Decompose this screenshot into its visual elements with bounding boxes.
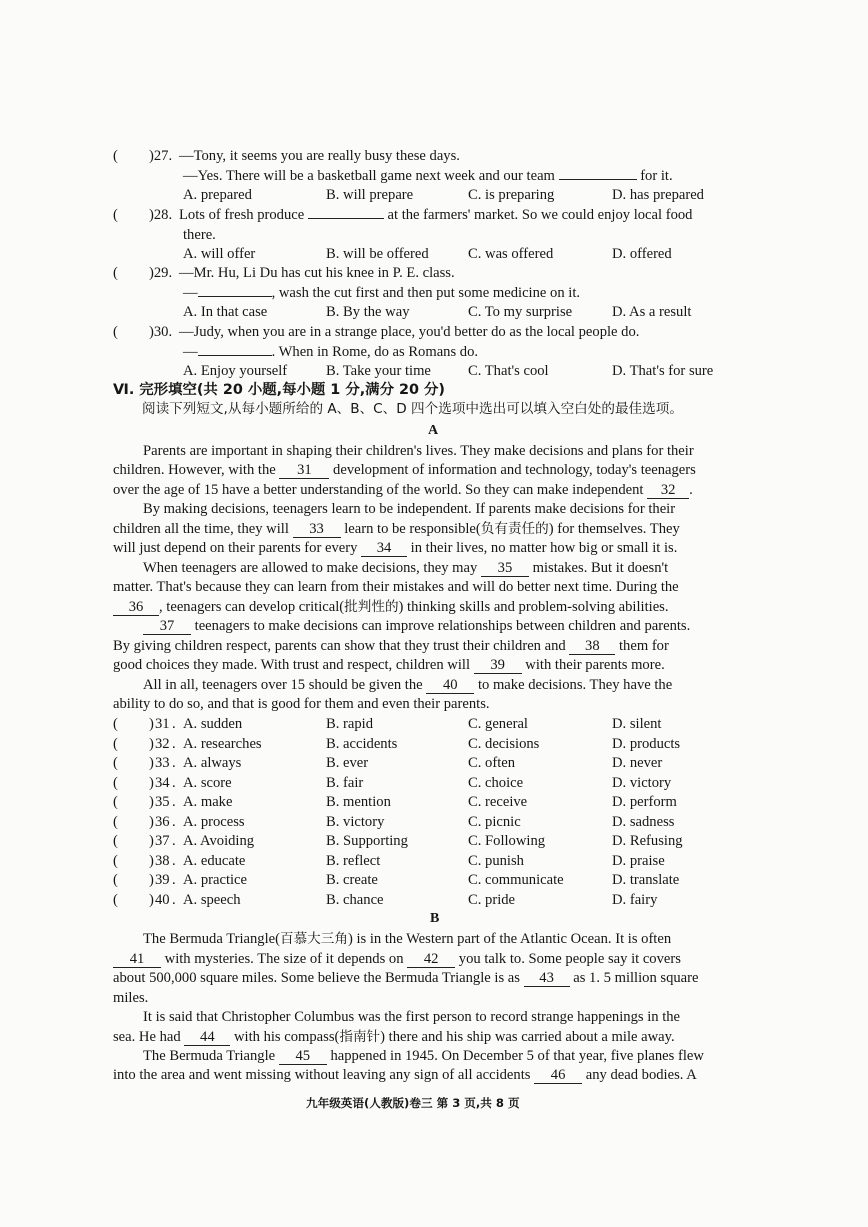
- question-stem: [183, 166, 673, 186]
- option-b: B. reflect: [326, 852, 381, 869]
- blank-31: 31: [279, 463, 329, 479]
- passage-text: It is said that Christopher Columbus was the first person to record strange happenings in the: [143, 1009, 681, 1025]
- passage-text: learn to be responsible(: [340, 521, 481, 537]
- stem-text: for it.: [636, 167, 673, 184]
- stem-text: —Yes. There will be a basketball game next week and our team: [183, 167, 559, 184]
- question-stem: [179, 322, 639, 342]
- answer-bracket: (: [113, 207, 118, 223]
- question-number: )27.: [149, 148, 173, 164]
- passage-text: happened in 1945. On December 5 of that year, five planes flew: [326, 1048, 704, 1064]
- answer-bracket: (: [113, 852, 118, 869]
- passage-text: with their parents more.: [521, 657, 665, 673]
- answer-bracket: ): [149, 755, 154, 771]
- passage-text: over the age of 15 have a better understanding of the world. So they can make independent: [113, 482, 648, 498]
- option-b: B. victory: [326, 813, 385, 830]
- passage-text: sea. He had: [113, 1029, 185, 1045]
- passage-line: [113, 968, 699, 988]
- option-b: B. will prepare: [326, 187, 414, 203]
- option-a: A. will offer: [183, 246, 256, 262]
- stem-text: —Tony, it seems you are really busy these days.: [179, 148, 460, 164]
- number-dot: .: [172, 872, 176, 888]
- stem-text: . When in Rome, do as Romans do.: [271, 343, 479, 360]
- option-a: A. In that case: [183, 304, 268, 320]
- number-dot: .: [172, 716, 176, 732]
- stem-text: there.: [183, 226, 216, 243]
- option-c: C. That's cool: [468, 363, 549, 379]
- blank-45: 45: [279, 1049, 327, 1065]
- chinese-gloss: 指南针: [339, 1029, 381, 1045]
- option-a: A. prepared: [183, 187, 252, 203]
- answer-bracket: (: [113, 265, 118, 281]
- option-c: C. picnic: [468, 813, 521, 830]
- option-b: B. Take your time: [326, 363, 431, 379]
- passage-b-heading: B: [430, 911, 440, 926]
- option-c: C. pride: [468, 891, 516, 908]
- passage-line: [143, 499, 675, 519]
- passage-text: ) for themselves. They: [548, 521, 680, 537]
- passage-text: By giving children respect, parents can show that they trust their children and: [113, 638, 570, 654]
- blank-39: 39: [474, 658, 522, 674]
- chinese-gloss: 批判性的: [344, 599, 399, 615]
- option-c: C. communicate: [468, 872, 564, 888]
- option-a: A. always: [183, 755, 242, 771]
- option-d: D. As a result: [612, 304, 692, 320]
- question-stem: [179, 263, 455, 283]
- option-b: B. By the way: [326, 304, 410, 320]
- blank-37: 37: [143, 619, 191, 635]
- passage-a-heading: A: [428, 423, 439, 438]
- answer-bracket: ): [149, 833, 154, 849]
- answer-blank: [559, 179, 637, 180]
- option-a: A. sudden: [183, 716, 243, 732]
- answer-bracket: ): [149, 794, 154, 810]
- answer-bracket: (: [113, 833, 118, 849]
- option-b: B. will be offered: [326, 246, 429, 262]
- passage-line: [113, 694, 490, 714]
- option-d: D. That's for sure: [612, 363, 714, 379]
- passage-line: [113, 480, 693, 500]
- option-a: A. make: [183, 794, 233, 810]
- passage-text: development of information and technology, today's teenagers: [329, 462, 696, 478]
- option-a: A. score: [183, 774, 232, 791]
- option-d: D. perform: [612, 794, 677, 810]
- option-c: C. general: [468, 716, 528, 732]
- page-footer: 九年级英语(人教版)卷三 第 3 页,共 8 页: [306, 1096, 520, 1110]
- passage-text: .: [689, 482, 693, 498]
- passage-line: [113, 636, 669, 656]
- passage-text: , teenagers can develop critical(: [159, 599, 345, 615]
- question-number: 36: [155, 813, 170, 830]
- passage-text: The Bermuda Triangle: [143, 1048, 279, 1064]
- number-dot: .: [172, 755, 176, 771]
- passage-line: [143, 616, 690, 636]
- passage-text: miles.: [113, 990, 149, 1006]
- stem-text: at the farmers' market. So we could enjoy local food: [383, 207, 693, 223]
- passage-line: [143, 929, 671, 949]
- passage-text: good choices they made. With trust and respect, children will: [113, 657, 474, 673]
- option-d: D. silent: [612, 716, 662, 732]
- answer-bracket: (: [113, 774, 118, 791]
- question-number: )28.: [149, 207, 173, 223]
- passage-line: [113, 538, 677, 558]
- passage-line: [113, 1027, 675, 1047]
- chinese-gloss: 百慕大三角: [280, 931, 348, 947]
- question-number: 33: [155, 755, 170, 771]
- question-number: 34: [155, 774, 170, 791]
- question-number: 31: [155, 716, 170, 732]
- blank-43: 43: [524, 971, 570, 987]
- option-a: A. process: [183, 813, 245, 830]
- option-a: A. practice: [183, 872, 248, 888]
- answer-bracket: (: [113, 716, 118, 732]
- passage-line: [143, 441, 694, 461]
- option-c: C. To my surprise: [468, 304, 573, 320]
- passage-line: [143, 1046, 704, 1066]
- option-d: D. sadness: [612, 813, 675, 830]
- answer-bracket: (: [113, 891, 118, 908]
- section-instruction: 阅读下列短文,从每小题所给的 A、B、C、D 四个选项中选出可以填入空白处的最佳选项。: [142, 401, 683, 417]
- question-number: 40: [155, 891, 170, 908]
- blank-36: 36: [113, 600, 159, 616]
- passage-text: Parents are important in shaping their children's lives. They make decisions and plans for their: [143, 443, 694, 459]
- answer-bracket: ): [149, 716, 154, 732]
- passage-text: with his compass(: [230, 1029, 340, 1045]
- question-stem: [183, 283, 580, 303]
- option-d: D. never: [612, 755, 663, 771]
- answer-bracket: (: [113, 794, 118, 810]
- answer-bracket: (: [113, 324, 118, 340]
- blank-38: 38: [569, 639, 615, 655]
- number-dot: .: [172, 833, 176, 849]
- passage-text: matter. That's because they can learn from their mistakes and will do better next time. During the: [113, 579, 679, 595]
- blank-33: 33: [293, 522, 341, 538]
- passage-line: [113, 597, 669, 617]
- option-a: A. educate: [183, 852, 246, 869]
- passage-text: ) there and his ship was carried about a mile away.: [380, 1029, 675, 1045]
- passage-text: All in all, teenagers over 15 should be given the: [143, 677, 427, 693]
- answer-blank: [308, 218, 384, 219]
- stem-text: , wash the cut first and then put some medicine on it.: [271, 284, 581, 301]
- answer-blank: [198, 296, 272, 297]
- stem-text: —Judy, when you are in a strange place, you'd better do as the local people do.: [179, 324, 640, 340]
- passage-text: you talk to. Some people say it covers: [455, 951, 681, 967]
- passage-text: The Bermuda Triangle(: [143, 931, 280, 947]
- passage-text: will just depend on their parents for every: [113, 540, 362, 556]
- passage-text: teenagers to make decisions can improve relationships between children and parents.: [191, 618, 691, 634]
- stem-text: —: [183, 343, 198, 360]
- blank-40: 40: [426, 678, 474, 694]
- number-dot: .: [172, 891, 176, 908]
- passage-text: into the area and went missing without leaving any sign of all accidents: [113, 1067, 535, 1083]
- passage-line: [113, 988, 148, 1008]
- passage-text: ) thinking skills and problem-solving abilities.: [398, 599, 669, 615]
- passage-text: mistakes. But it doesn't: [528, 560, 669, 576]
- passage-line: [113, 949, 681, 969]
- option-b: B. rapid: [326, 716, 374, 732]
- passage-line: [143, 1007, 680, 1027]
- stem-text: —Mr. Hu, Li Du has cut his knee in P. E. class.: [179, 265, 455, 281]
- answer-bracket: ): [149, 774, 154, 791]
- question-number: 38: [155, 852, 170, 869]
- option-d: D. Refusing: [612, 833, 683, 849]
- question-stem: [183, 342, 478, 362]
- option-a: A. Enjoy yourself: [183, 363, 288, 379]
- answer-bracket: ): [149, 813, 154, 830]
- option-d: D. fairy: [612, 891, 658, 908]
- option-a: A. Avoiding: [183, 833, 255, 849]
- passage-line: [113, 655, 665, 675]
- option-b: B. create: [326, 872, 378, 888]
- answer-bracket: ): [149, 735, 154, 752]
- passage-text: children all the time, they will: [113, 521, 293, 537]
- passage-text: in their lives, no matter how big or small it is.: [407, 540, 678, 556]
- question-number: )29.: [149, 265, 173, 281]
- answer-bracket: ): [149, 852, 154, 869]
- number-dot: .: [172, 735, 176, 752]
- number-dot: .: [172, 774, 176, 791]
- passage-line: [113, 1065, 697, 1085]
- passage-text: them for: [615, 638, 669, 654]
- option-c: C. often: [468, 755, 516, 771]
- blank-42: 42: [407, 952, 455, 968]
- question-number: 35: [155, 794, 170, 810]
- answer-bracket: (: [113, 735, 118, 752]
- option-c: C. receive: [468, 794, 528, 810]
- blank-44: 44: [184, 1030, 230, 1046]
- blank-32: 32: [647, 483, 689, 499]
- option-c: C. Following: [468, 833, 546, 849]
- question-stem: [179, 205, 692, 225]
- option-b: B. Supporting: [326, 833, 408, 849]
- number-dot: .: [172, 794, 176, 810]
- passage-line: [143, 558, 668, 578]
- section-title: Ⅵ. 完形填空(共 20 小题,每小题 1 分,满分 20 分): [113, 382, 445, 398]
- option-d: D. products: [612, 735, 681, 752]
- option-b: B. mention: [326, 794, 391, 810]
- option-b: B. accidents: [326, 735, 398, 752]
- passage-text: ability to do so, and that is good for them and even their parents.: [113, 696, 490, 712]
- option-c: C. punish: [468, 852, 524, 869]
- passage-text: When teenagers are allowed to make decisions, they may: [143, 560, 481, 576]
- blank-41: 41: [113, 952, 161, 968]
- passage-text: about 500,000 square miles. Some believe the Bermuda Triangle is as: [113, 970, 524, 986]
- option-a: A. researches: [183, 735, 262, 752]
- blank-34: 34: [361, 541, 407, 557]
- stem-text: —: [183, 284, 198, 301]
- stem-text: Lots of fresh produce: [179, 207, 308, 223]
- passage-text: as 1. 5 million square: [569, 970, 699, 986]
- passage-text: any dead bodies. A: [582, 1067, 697, 1083]
- option-c: C. decisions: [468, 735, 540, 752]
- answer-bracket: (: [113, 755, 118, 771]
- answer-bracket: (: [113, 872, 118, 888]
- blank-35: 35: [481, 561, 529, 577]
- number-dot: .: [172, 852, 176, 869]
- option-c: C. is preparing: [468, 187, 555, 203]
- option-c: C. choice: [468, 774, 524, 791]
- passage-text: children. However, with the: [113, 462, 280, 478]
- passage-line: [113, 460, 696, 480]
- passage-line: [113, 519, 680, 539]
- option-c: C. was offered: [468, 246, 554, 262]
- passage-text: to make decisions. They have the: [474, 677, 673, 693]
- answer-bracket: ): [149, 891, 154, 908]
- option-d: D. victory: [612, 774, 672, 791]
- option-b: B. chance: [326, 891, 384, 908]
- question-number: 37: [155, 833, 170, 849]
- answer-bracket: (: [113, 148, 118, 164]
- option-d: D. has prepared: [612, 187, 704, 203]
- option-a: A. speech: [183, 891, 241, 908]
- chinese-gloss: 负有责任的: [480, 521, 549, 537]
- passage-text: ) is in the Western part of the Atlantic Ocean. It is often: [347, 931, 672, 947]
- passage-line: [143, 675, 672, 695]
- answer-blank: [198, 355, 272, 356]
- passage-line: [113, 577, 679, 597]
- option-d: D. translate: [612, 872, 680, 888]
- blank-46: 46: [534, 1068, 582, 1084]
- passage-text: with mysteries. The size of it depends on: [161, 951, 408, 967]
- option-d: D. offered: [612, 246, 672, 262]
- answer-bracket: ): [149, 872, 154, 888]
- question-number: 32: [155, 735, 170, 752]
- number-dot: .: [172, 813, 176, 830]
- passage-text: By making decisions, teenagers learn to be independent. If parents make decisions for their: [143, 501, 676, 517]
- question-number: 39: [155, 872, 170, 888]
- option-b: B. ever: [326, 755, 369, 771]
- question-number: )30.: [149, 324, 173, 340]
- option-b: B. fair: [326, 774, 364, 791]
- answer-bracket: (: [113, 813, 118, 830]
- question-stem: [183, 225, 216, 245]
- question-stem: [179, 146, 460, 166]
- option-d: D. praise: [612, 852, 665, 869]
